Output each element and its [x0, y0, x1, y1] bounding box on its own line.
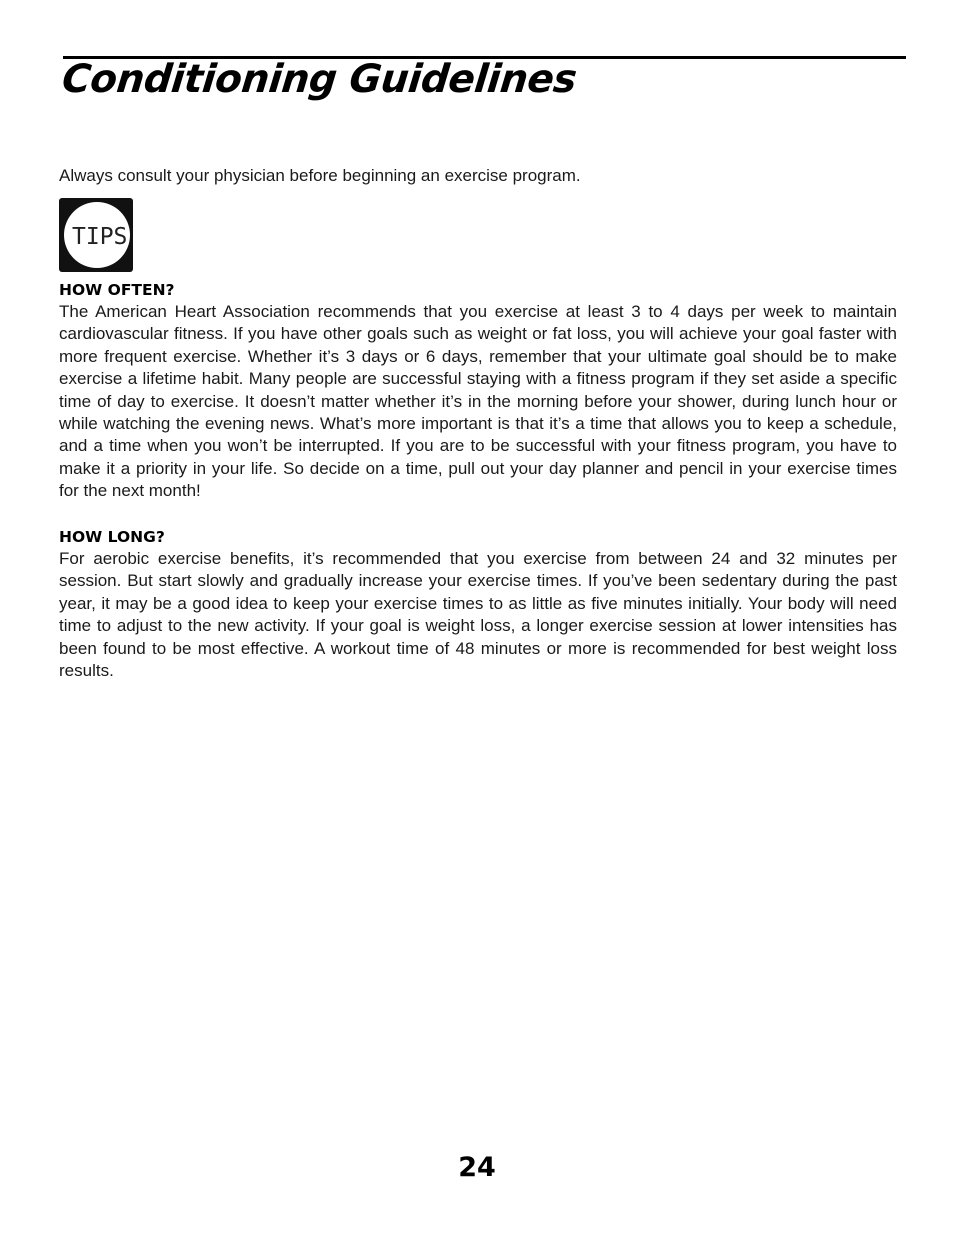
section-how-long	[59, 526, 897, 682]
tips-label: TIPS	[72, 224, 128, 250]
tips-badge-icon	[59, 198, 133, 272]
page-number: 24	[458, 1152, 496, 1183]
section-how-often	[59, 279, 897, 503]
intro-text: Always consult your physician before beginning an exercise program.	[59, 166, 581, 185]
section-body: The American Heart Association recommends that you exercise at least 3 to 4 days per week to maintain cardiovascular fitness. If you have other goals such as weight or fat loss, you will achieve your goal faster with more frequent exercise. Whether it’s 3 days or 6 days, remember that your ultimate goal should be to make exercise a lifetime habit. Many people are successful staying with a fitness program if they set aside a specific time of day to exercise. It doesn’t matter whether it’s in the morning before your shower, during lunch hour or while watching the evening news. What’s more important is that it’s a time that allows you to keep a schedule, and a time when you won’t be interrupted. If you are to be successful with your fitness program, you have to make it a priority in your life. So decide on a time, pull out your day planner and pencil in your exercise times for the next month!	[59, 302, 897, 501]
section-heading: HOW LONG?	[59, 528, 165, 546]
page-title: Conditioning Guidelines	[60, 57, 579, 102]
section-body: For aerobic exercise benefits, it’s recommended that you exercise from between 24 and 32 minutes per session. But start slowly and gradually increase your exercise times. If you’ve been sedentary during the past year, it may be a good idea to keep your exercise times to as little as five minutes initially. Your body will need time to adjust to the new activity. If your goal is weight loss, a longer exercise session at lower intensities has been found to be most effective. A workout time of 48 minutes or more is recommended for best weight loss results.	[59, 549, 897, 681]
section-heading: HOW OFTEN?	[59, 281, 175, 299]
